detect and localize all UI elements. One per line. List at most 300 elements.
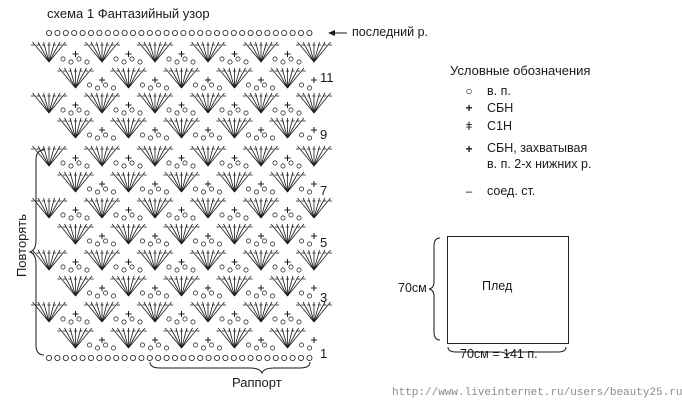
chain-stitch [217, 190, 221, 194]
chain-stitch [72, 355, 77, 360]
chain-stitch [191, 320, 195, 324]
chain-stitch [246, 187, 250, 191]
chain-stitch [61, 57, 65, 61]
chain-stitch [72, 30, 77, 35]
chain-stitch [87, 133, 91, 137]
chain-stitch [273, 57, 277, 61]
chain-stitch [85, 216, 89, 220]
chain-stitch [164, 136, 168, 140]
chain-stitch [122, 355, 127, 360]
chain-stitch [307, 86, 311, 90]
chain-stitch [138, 164, 142, 168]
chain-stitch [297, 216, 301, 220]
chain-stitch [246, 133, 250, 137]
chain-stitch [130, 265, 134, 269]
chain-stitch [236, 108, 240, 112]
chain-stitch [95, 190, 99, 194]
chain-stitch [85, 268, 89, 272]
chain-stitch [223, 355, 228, 360]
chain-stitch [220, 108, 224, 112]
chain-stitch [217, 86, 221, 90]
chain-stitch [148, 136, 152, 140]
chain-stitch [85, 111, 89, 115]
chain-stitch [111, 294, 115, 298]
chain-stitch [228, 164, 232, 168]
chain-stitch [147, 30, 152, 35]
chain-stitch [189, 355, 194, 360]
chain-stitch [69, 111, 73, 115]
chain-stitch [140, 133, 144, 137]
chain-stitch [198, 355, 203, 360]
chain-stitch [105, 355, 110, 360]
row-number-3: 3 [320, 290, 328, 305]
chain-stitch [191, 111, 195, 115]
chain-stitch [122, 60, 126, 64]
chain-stitch [69, 268, 73, 272]
chain-stitch [122, 320, 126, 324]
chain-stitch [55, 355, 60, 360]
chain-stitch [307, 294, 311, 298]
chain-stitch [307, 136, 311, 140]
chain-stitch [231, 355, 236, 360]
chain-stitch [231, 30, 236, 35]
chain-stitch [191, 60, 195, 64]
chain-stitch [95, 346, 99, 350]
chain-stitch [201, 86, 205, 90]
chain-stitch [148, 346, 152, 350]
chain-stitch [220, 213, 224, 217]
chain-stitch [307, 242, 311, 246]
chain-stitch [270, 86, 274, 90]
chain-stitch [183, 108, 187, 112]
chain-stitch [282, 30, 287, 35]
chain-stitch [262, 133, 266, 137]
chain-stitch [111, 136, 115, 140]
chain-stitch [217, 346, 221, 350]
chain-stitch [201, 136, 205, 140]
chain-stitch [262, 239, 266, 243]
row-number-5: 5 [320, 235, 328, 250]
chain-stitch [193, 343, 197, 347]
chain-stitch [130, 355, 135, 360]
chain-stitch [236, 265, 240, 269]
chain-stitch [105, 30, 110, 35]
chain-stitch [262, 187, 266, 191]
chain-stitch [138, 268, 142, 272]
chain-stitch [175, 268, 179, 272]
chain-stitch [130, 57, 134, 61]
chain-stitch [87, 291, 91, 295]
chain-stitch [254, 190, 258, 194]
single-crochet-icon: + [465, 101, 473, 115]
chain-stitch [265, 355, 270, 360]
chain-stitch [223, 30, 228, 35]
chain-stitch [307, 30, 312, 35]
legend-dc-text: С1Н [487, 119, 513, 133]
chain-stitch [63, 30, 68, 35]
chain-stitch [77, 57, 81, 61]
chain-stitch [167, 265, 171, 269]
chain-stitch [156, 30, 161, 35]
chain-stitch [183, 57, 187, 61]
chain-stitch [183, 265, 187, 269]
chain-stitch [130, 108, 134, 112]
chain-stitch [172, 30, 177, 35]
chain-stitch [273, 161, 277, 165]
chain-stitch [254, 136, 258, 140]
chain-stitch [254, 346, 258, 350]
row-number-9: 9 [320, 127, 328, 142]
chain-stitch [201, 294, 205, 298]
chain-stitch [77, 213, 81, 217]
chain-stitch [228, 111, 232, 115]
chain-stitch [147, 355, 152, 360]
chain-stitch [85, 164, 89, 168]
chain-stitch [298, 355, 303, 360]
chain-stitch [111, 346, 115, 350]
chain-stitch [164, 190, 168, 194]
chain-stitch [172, 355, 177, 360]
chain-stitch [130, 213, 134, 217]
chain-stitch [209, 343, 213, 347]
chain-stitch [244, 268, 248, 272]
chain-stitch [265, 30, 270, 35]
chart-title: схема 1 Фантазийный узор [47, 6, 210, 21]
chain-stitch [95, 294, 99, 298]
chain-stitch [262, 343, 266, 347]
chain-stitch [167, 317, 171, 321]
chain-stitch [61, 161, 65, 165]
chain-stitch [297, 164, 301, 168]
chain-stitch [183, 161, 187, 165]
chain-stitch [140, 291, 144, 295]
chain-stitch [191, 164, 195, 168]
chain-stitch [103, 343, 107, 347]
chain-stitch [148, 294, 152, 298]
chain-stitch [299, 291, 303, 295]
chain-stitch [281, 268, 285, 272]
chain-stitch [114, 265, 118, 269]
chain-stitch [139, 355, 144, 360]
legend-spike-text-2: в. п. 2-х нижних р. [487, 157, 592, 171]
chain-stitch [244, 320, 248, 324]
chain-stitch [290, 30, 295, 35]
watermark-url: http://www.liveinternet.ru/users/ [392, 387, 610, 399]
chain-stitch [246, 291, 250, 295]
chain-stitch [175, 164, 179, 168]
chain-stitch [156, 355, 161, 360]
chain-stitch [270, 346, 274, 350]
chain-stitch [289, 108, 293, 112]
chain-stitch [240, 30, 245, 35]
chain-stitch [95, 86, 99, 90]
chain-stitch [273, 265, 277, 269]
chain-stitch [97, 355, 102, 360]
chain-stitch [88, 355, 93, 360]
chain-stitch [246, 343, 250, 347]
single-crochet-spike-icon: + [465, 142, 473, 156]
repeat-label: Повторять [14, 213, 30, 278]
chain-stitch [209, 291, 213, 295]
chain-stitch [77, 317, 81, 321]
chain-stitch [164, 355, 169, 360]
watermark-tail: beauty25.ru [609, 387, 682, 399]
chain-stitch [156, 291, 160, 295]
chain-stitch [299, 133, 303, 137]
chain-stitch [209, 83, 213, 87]
chain-stitch [87, 239, 91, 243]
chain-stitch [61, 265, 65, 269]
chain-stitch [191, 268, 195, 272]
plaid-width-label: 70см = 141 п. [460, 347, 538, 361]
chain-stitch [114, 30, 119, 35]
chain-stitch [111, 242, 115, 246]
chain-stitch [138, 111, 142, 115]
chain-stitch [201, 346, 205, 350]
chain-stitch [289, 161, 293, 165]
chain-stitch [63, 355, 68, 360]
chain-stitch [273, 355, 278, 360]
chain-stitch [69, 164, 73, 168]
chain-stitch [88, 30, 93, 35]
chain-stitch [103, 133, 107, 137]
chain-stitch [122, 268, 126, 272]
chain-stitch [87, 343, 91, 347]
chain-stitch [181, 355, 186, 360]
chain-stitch [281, 60, 285, 64]
legend-chain-text: в. п. [487, 84, 511, 98]
chain-stitch [299, 343, 303, 347]
chain-stitch [270, 190, 274, 194]
chain-stitch [220, 161, 224, 165]
chain-stitch [236, 317, 240, 321]
chain-stitch [281, 111, 285, 115]
chain-stitch [167, 108, 171, 112]
chain-stitch [46, 30, 51, 35]
chain-stitch [299, 239, 303, 243]
chain-stitch [248, 30, 253, 35]
chain-stitch [77, 108, 81, 112]
chain-stitch [254, 86, 258, 90]
chain-stitch-icon: ○ [465, 84, 473, 98]
chain-stitch [97, 30, 102, 35]
chain-stitch [156, 343, 160, 347]
chain-stitch [156, 83, 160, 87]
chain-stitch [164, 346, 168, 350]
legend-slip-text: соед. ст. [487, 184, 536, 198]
chain-stitch [156, 239, 160, 243]
chain-stitch [77, 265, 81, 269]
chain-stitch [140, 83, 144, 87]
chain-stitch [282, 355, 287, 360]
chain-stitch [254, 294, 258, 298]
chain-stitch [85, 60, 89, 64]
chain-stitch [140, 239, 144, 243]
chain-stitch [183, 213, 187, 217]
chain-stitch [281, 216, 285, 220]
chain-stitch [122, 216, 126, 220]
chain-stitch [114, 355, 119, 360]
chain-stitch [220, 57, 224, 61]
chain-stitch [193, 239, 197, 243]
chain-stitch [61, 213, 65, 217]
chain-stitch [130, 317, 134, 321]
chain-stitch [69, 216, 73, 220]
rapport-brace [150, 362, 310, 373]
chain-stitch [193, 291, 197, 295]
chain-stitch [220, 317, 224, 321]
chain-stitch [181, 30, 186, 35]
plaid-height-label: 70см [398, 281, 427, 295]
chain-stitch [114, 161, 118, 165]
legend-sc-text: СБН [487, 101, 514, 115]
chain-stitch [236, 161, 240, 165]
chain-stitch [175, 60, 179, 64]
chain-stitch [236, 213, 240, 217]
chain-stitch [298, 30, 303, 35]
chain-stitch [240, 355, 245, 360]
chain-stitch [236, 57, 240, 61]
chain-stitch [80, 355, 85, 360]
chain-stitch [167, 57, 171, 61]
last-row-label: последний р. [352, 25, 429, 39]
chain-stitch [156, 133, 160, 137]
chain-stitch [122, 111, 126, 115]
chain-stitch [246, 239, 250, 243]
chain-stitch [289, 317, 293, 321]
row-number-7: 7 [320, 183, 328, 198]
chain-stitch [103, 83, 107, 87]
chain-stitch [175, 111, 179, 115]
repeat-brace [30, 150, 44, 355]
chain-stitch [198, 30, 203, 35]
chain-stitch [148, 242, 152, 246]
chain-stitch [69, 320, 73, 324]
chain-stitch [299, 187, 303, 191]
chain-stitch [254, 242, 258, 246]
chain-stitch [206, 30, 211, 35]
chain-stitch [114, 108, 118, 112]
chain-stitch [270, 294, 274, 298]
chain-stitch [164, 242, 168, 246]
chain-stitch [130, 30, 135, 35]
chain-stitch [148, 190, 152, 194]
chain-stitch [228, 320, 232, 324]
chain-stitch [244, 164, 248, 168]
chain-stitch [164, 86, 168, 90]
plaid-height-brace [429, 238, 440, 340]
chain-stitch [111, 86, 115, 90]
watermark-text [392, 387, 682, 399]
chain-stitch [256, 355, 261, 360]
chain-stitch [244, 216, 248, 220]
chain-stitch [217, 242, 221, 246]
row-number-11: 11 [320, 70, 334, 85]
chain-stitch [246, 83, 250, 87]
chain-stitch [167, 161, 171, 165]
chain-stitch [307, 190, 311, 194]
chain-stitch [297, 60, 301, 64]
chain-stitch [228, 268, 232, 272]
chain-stitch [80, 30, 85, 35]
chain-stitch [273, 213, 277, 217]
chain-stitch [138, 216, 142, 220]
chain-stitch [217, 294, 221, 298]
double-crochet-icon: ǂ [465, 119, 473, 133]
chain-stitch [299, 83, 303, 87]
chain-stitch [103, 239, 107, 243]
rapport-label: Раппорт [232, 375, 282, 390]
chain-stitch [95, 136, 99, 140]
chain-stitch [270, 242, 274, 246]
chain-stitch [289, 213, 293, 217]
chain-stitch [297, 268, 301, 272]
chain-stitch [103, 187, 107, 191]
chain-stitch [148, 86, 152, 90]
chain-stitch [193, 187, 197, 191]
slip-stitch-icon: – [465, 184, 473, 198]
chain-stitch [201, 190, 205, 194]
chain-stitch [175, 320, 179, 324]
chain-stitch [130, 161, 134, 165]
chain-stitch [164, 294, 168, 298]
chain-stitch [164, 30, 169, 35]
chain-stitch [167, 213, 171, 217]
chain-stitch [262, 83, 266, 87]
chain-stitch [77, 161, 81, 165]
chain-stitch [307, 346, 311, 350]
chain-stitch [138, 320, 142, 324]
chain-stitch [85, 320, 89, 324]
chain-stitch [156, 187, 160, 191]
chain-stitch [228, 216, 232, 220]
chain-stitch [244, 111, 248, 115]
chain-stitch [289, 57, 293, 61]
chain-stitch [201, 242, 205, 246]
chain-stitch [209, 187, 213, 191]
chain-stitch [307, 355, 312, 360]
legend-title: Условные обозначения [450, 63, 591, 78]
chain-stitch [122, 30, 127, 35]
chain-stitch [209, 239, 213, 243]
chain-stitch [111, 190, 115, 194]
chain-stitch [191, 216, 195, 220]
chain-stitch [220, 265, 224, 269]
chain-stitch [281, 164, 285, 168]
row-number-1: 1 [320, 346, 328, 361]
chain-stitch [209, 133, 213, 137]
chain-stitch [193, 133, 197, 137]
chain-stitch [244, 60, 248, 64]
chain-stitch [297, 111, 301, 115]
chain-stitch [55, 30, 60, 35]
chain-stitch [139, 30, 144, 35]
chain-stitch [183, 317, 187, 321]
chain-stitch [138, 60, 142, 64]
arrow-head [328, 30, 335, 36]
chain-stitch [214, 30, 219, 35]
chain-stitch [46, 355, 51, 360]
chain-stitch [297, 320, 301, 324]
chain-stitch [273, 108, 277, 112]
chain-stitch [95, 242, 99, 246]
chain-stitch [262, 291, 266, 295]
chain-stitch [114, 213, 118, 217]
plaid-label: Плед [482, 279, 513, 293]
legend-spike-text: СБН, захватывая [487, 141, 588, 155]
chain-stitch [87, 83, 91, 87]
chain-stitch [273, 317, 277, 321]
